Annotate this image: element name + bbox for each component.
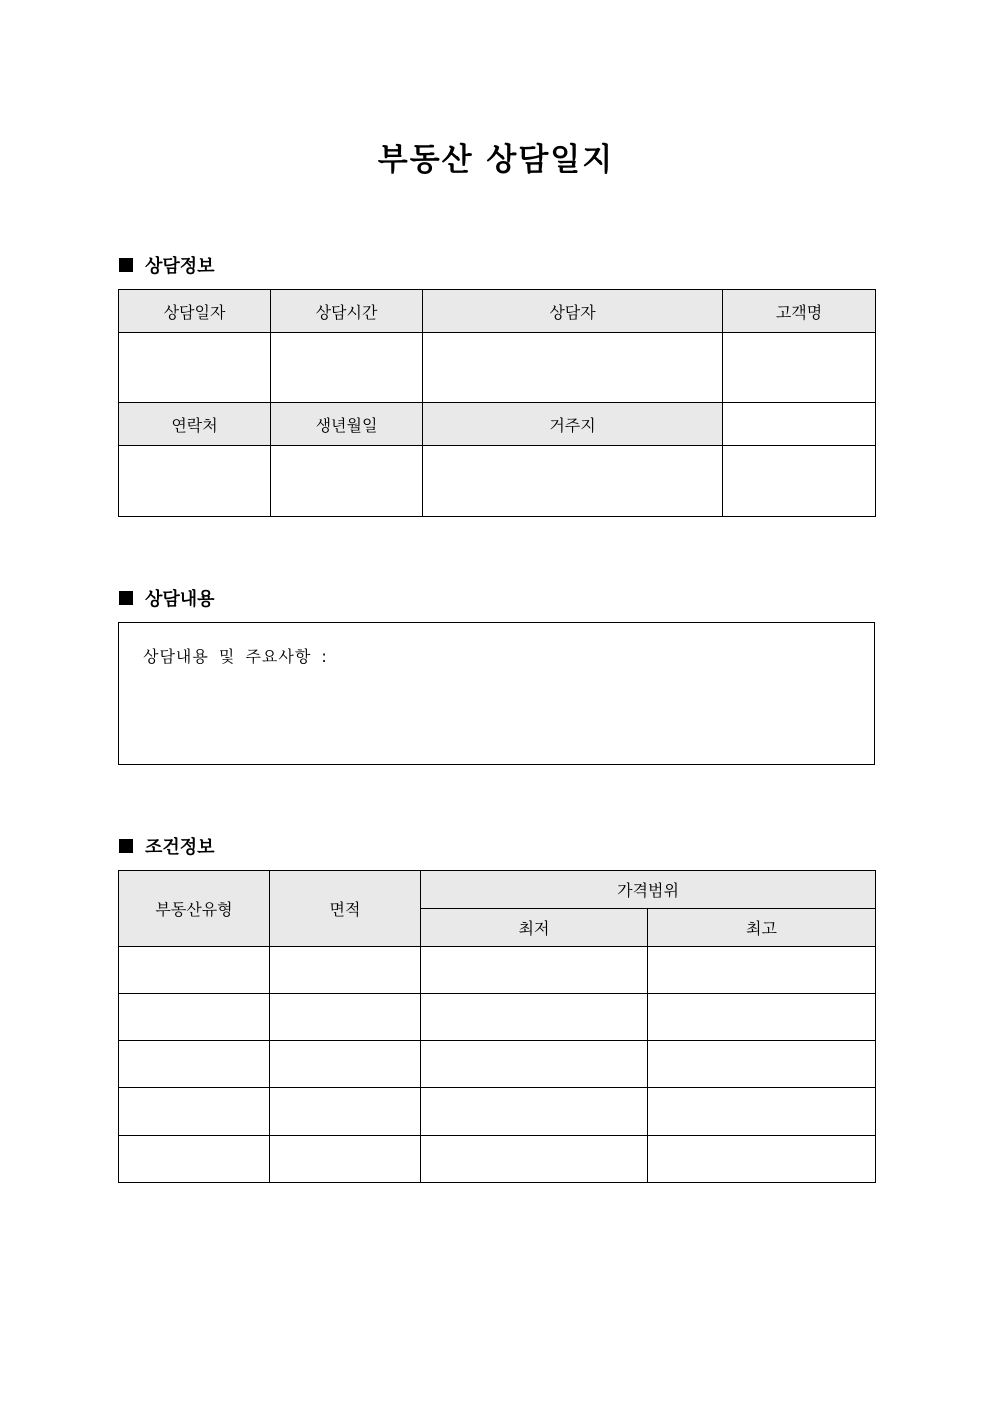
header-consult-date: 상담일자 xyxy=(119,290,271,333)
section-heading-label: 조건정보 xyxy=(145,837,215,858)
memo-label: 상담내용 및 주요사항 : xyxy=(143,647,328,666)
table-row xyxy=(119,1136,876,1183)
property-type-cell[interactable] xyxy=(119,1041,270,1088)
consult-time-cell[interactable] xyxy=(271,333,423,403)
section-heading-label: 상담정보 xyxy=(145,256,215,277)
header-birthdate: 생년월일 xyxy=(271,403,423,446)
property-type-cell[interactable] xyxy=(119,1136,270,1183)
area-cell[interactable] xyxy=(270,994,421,1041)
header-customer-name: 고객명 xyxy=(723,290,876,333)
page-title: 부동산 상담일지 xyxy=(377,142,615,178)
square-bullet-icon xyxy=(119,258,133,272)
consult-info-table xyxy=(118,289,876,517)
contact-cell[interactable] xyxy=(119,446,271,517)
header-residence: 거주지 xyxy=(423,403,723,446)
property-type-cell[interactable] xyxy=(119,1088,270,1136)
area-cell[interactable] xyxy=(270,1088,421,1136)
table-header-row xyxy=(119,403,876,446)
section-heading-label: 상담내용 xyxy=(145,589,215,610)
price-max-cell[interactable] xyxy=(648,1041,876,1088)
price-max-cell[interactable] xyxy=(648,1136,876,1183)
birthdate-cell[interactable] xyxy=(271,446,423,517)
header-consult-time: 상담시간 xyxy=(271,290,423,333)
area-cell[interactable] xyxy=(270,1041,421,1088)
table-row xyxy=(119,446,876,517)
table-header-row xyxy=(119,871,876,909)
table-header-row xyxy=(119,290,876,333)
price-min-cell[interactable] xyxy=(421,994,648,1041)
extra-cell[interactable] xyxy=(723,446,876,517)
header-price-max: 최고 xyxy=(648,909,876,947)
table-row xyxy=(119,1041,876,1088)
header-consultant: 상담자 xyxy=(423,290,723,333)
property-type-cell[interactable] xyxy=(119,994,270,1041)
area-cell[interactable] xyxy=(270,1136,421,1183)
header-contact: 연락처 xyxy=(119,403,271,446)
residence-cell[interactable] xyxy=(423,446,723,517)
header-price-range: 가격범위 xyxy=(421,871,876,909)
price-min-cell[interactable] xyxy=(421,1136,648,1183)
section-heading-consult-info xyxy=(119,253,215,277)
price-max-cell[interactable] xyxy=(648,1088,876,1136)
price-min-cell[interactable] xyxy=(421,947,648,994)
table-row xyxy=(119,994,876,1041)
consult-date-cell[interactable] xyxy=(119,333,271,403)
price-min-cell[interactable] xyxy=(421,1041,648,1088)
conditions-table xyxy=(118,870,876,1183)
table-row xyxy=(119,333,876,403)
header-area: 면적 xyxy=(270,871,421,947)
header-property-type: 부동산유형 xyxy=(119,871,270,947)
header-price-min: 최저 xyxy=(421,909,648,947)
customer-name-cell[interactable] xyxy=(723,333,876,403)
consult-memo-box[interactable] xyxy=(118,622,875,765)
square-bullet-icon xyxy=(119,591,133,605)
price-max-cell[interactable] xyxy=(648,947,876,994)
area-cell[interactable] xyxy=(270,947,421,994)
price-min-cell[interactable] xyxy=(421,1088,648,1136)
square-bullet-icon xyxy=(119,839,133,853)
section-heading-consult-content xyxy=(119,586,215,610)
blank-header-cell[interactable] xyxy=(723,403,876,446)
property-type-cell[interactable] xyxy=(119,947,270,994)
price-max-cell[interactable] xyxy=(648,994,876,1041)
table-row xyxy=(119,947,876,994)
consultant-cell[interactable] xyxy=(423,333,723,403)
section-heading-conditions xyxy=(119,834,215,858)
table-row xyxy=(119,1088,876,1136)
